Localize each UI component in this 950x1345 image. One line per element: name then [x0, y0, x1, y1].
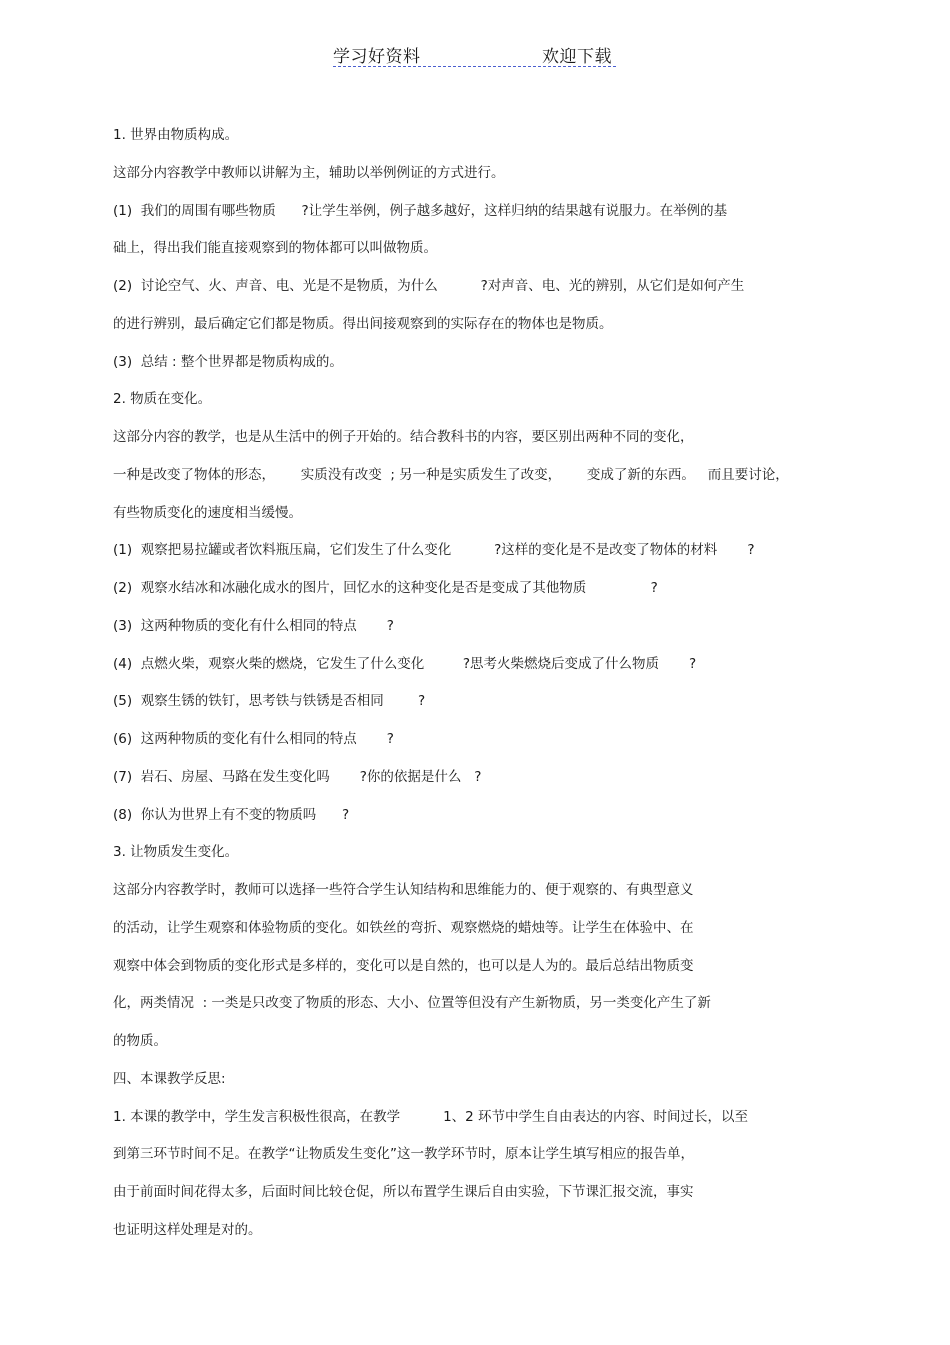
text-line: (2) 观察水结冰和冰融化成水的图片，回忆水的这种变化是否是变成了其他物质 ? — [113, 580, 658, 596]
text-line: 这部分内容教学时，教师可以选择一些符合学生认知结构和思维能力的、便于观察的、有典型意义 — [113, 882, 694, 898]
text-line: (8) 你认为世界上有不变的物质吗 ? — [113, 806, 350, 823]
text-line: 四、本课教学反思: — [113, 1070, 226, 1087]
text-line: 2. 物质在变化。 — [113, 391, 212, 408]
text-line: 础上，得出我们能直接观察到的物体都可以叫做物质。 — [113, 240, 437, 257]
text-line: 3. 让物质发生变化。 — [113, 844, 239, 861]
page-header — [333, 40, 616, 67]
text-line: 1. 本课的教学中，学生发言积极性很高，在教学 1、2 环节中学生自由表达的内容、时间过长，以至 — [113, 1108, 749, 1125]
text-line: (3) 总结 : 整个世界都是物质构成的。 — [113, 353, 343, 370]
document-body — [113, 123, 843, 1256]
text-line: 由于前面时间花得太多，后面时间比较仓促，所以布置学生课后自由实验，下节课汇报交流，事实 — [113, 1184, 694, 1200]
text-line: 有些物质变化的速度相当缓慢。 — [113, 504, 302, 521]
text-line: (6) 这两种物质的变化有什么相同的特点 ? — [113, 731, 394, 747]
header-left-text: 学习好资料 — [333, 47, 421, 67]
header-right-text: 欢迎下载 — [542, 47, 612, 67]
text-line: 的进行辨别，最后确定它们都是物质。得出间接观察到的实际存在的物体也是物质。 — [113, 315, 613, 332]
text-line: 的物质。 — [113, 1033, 167, 1049]
text-line: 一种是改变了物体的形态， 实质没有改变 ; 另一种是实质发生了改变， 变成了新的东西。 而且要讨论， — [113, 466, 789, 483]
text-line: 1. 世界由物质构成。 — [113, 127, 239, 143]
text-line: 观察中体会到物质的变化形式是多样的，变化可以是自然的，也可以是人为的。最后总结出物质变 — [113, 957, 694, 974]
text-line: 这部分内容的教学，也是从生活中的例子开始的。结合教科书的内容，要区别出两种不同的变化， — [113, 429, 694, 445]
text-line: (1) 我们的周围有哪些物质 ?让学生举例，例子越多越好，这样归纳的结果越有说服力。在举例的基 — [113, 202, 728, 219]
text-line: 这部分内容教学中教师以讲解为主，辅助以举例例证的方式进行。 — [113, 164, 505, 181]
text-line: (4) 点燃火柴，观察火柴的燃烧，它发生了什么变化 ?思考火柴燃烧后变成了什么物质 ? — [113, 655, 697, 672]
text-line: 也证明这样处理是对的。 — [113, 1221, 262, 1238]
text-line: (2) 讨论空气、火、声音、电、光是不是物质，为什么 ?对声音、电、光的辨别，从它们是如何产生 — [113, 278, 745, 294]
text-line: 的活动，让学生观察和体验物质的变化。如铁丝的弯折、观察燃烧的蜡烛等。让学生在体验中、在 — [113, 919, 694, 936]
text-line: (3) 这两种物质的变化有什么相同的特点 ? — [113, 617, 394, 634]
text-line: 到第三环节时间不足。在教学“让物质发生变化”这一教学环节时，原本让学生填写相应的报告单， — [113, 1146, 694, 1163]
text-line: 化，两类情况 : 一类是只改变了物质的形态、大小、位置等但没有产生新物质，另一类变化产生了新 — [113, 995, 711, 1012]
text-line: (5) 观察生锈的铁钉，思考铁与铁锈是否相同 ? — [113, 693, 426, 710]
text-line: (1) 观察把易拉罐或者饮料瓶压扁，它们发生了什么变化 ?这样的变化是不是改变了物体的材料 ? — [113, 542, 755, 559]
text-line: (7) 岩石、房屋、马路在发生变化吗 ?你的依据是什么 ? — [113, 768, 482, 785]
